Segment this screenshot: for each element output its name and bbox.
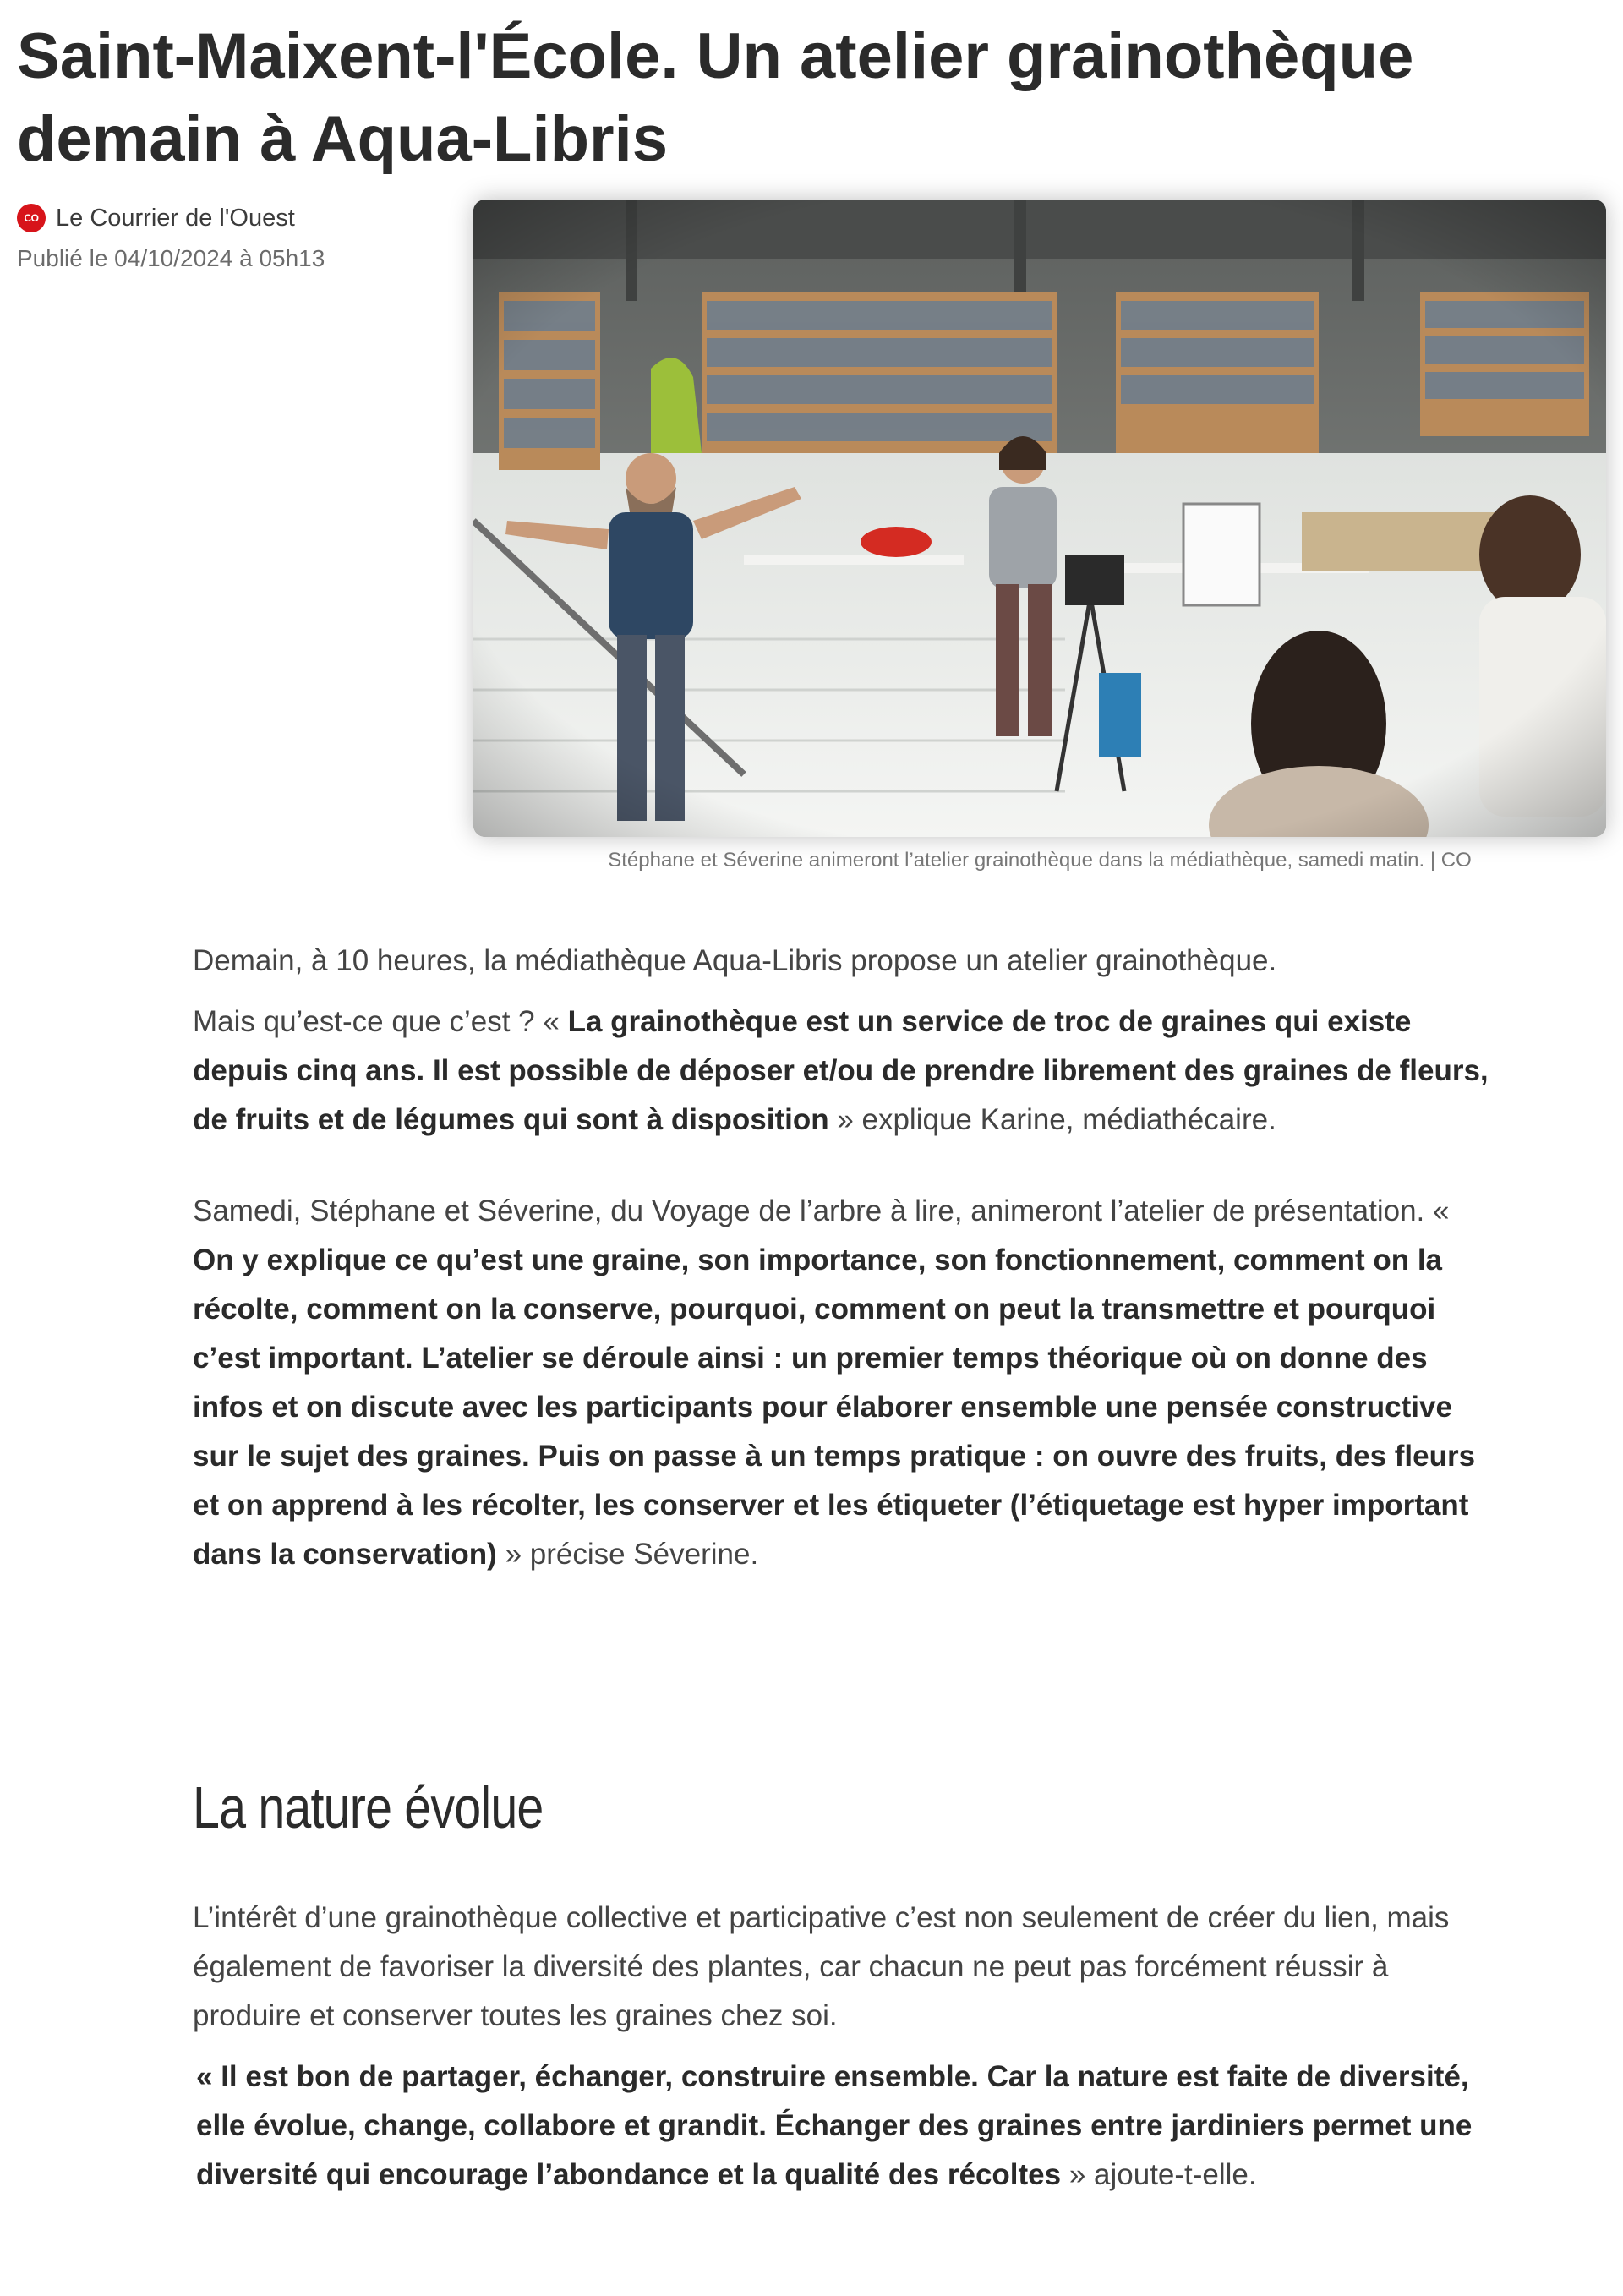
paragraph-definition — [193, 998, 1495, 1145]
article-body-section — [193, 1894, 1495, 2200]
quote-severine: On y explique ce qu’est une graine, son importance, son fonctionnement, comment on la récolte, comment on la conserve, pourquoi, comment on peut la transmettre et pourquoi c’est important. L’atelier se déroule ainsi : un premier temps théorique où on donne des infos et on discute avec les participants pour élaborer ensemble une pensée constructive sur le sujet des graines. Puis on passe à un temps pratique : on ouvre des fruits, des fleurs et on apprend à les récolter, les conserver et les étiqueter (l’étiquetage est hyper important dans la conservation) — [193, 1244, 1476, 1571]
paragraph-definition-tail: » explique Karine, médiathécaire. — [837, 1103, 1276, 1136]
paragraph-intro: Demain, à 10 heures, la médiathèque Aqua-Libris propose un atelier grainothèque. — [193, 944, 1277, 977]
quote-closing: Il est bon de partager, échanger, construire ensemble. Car la nature est faite de diversité, elle évolue, change, collabore et grandit. Échanger des graines entre jardiniers permet une diversité qui encourage l’abondance et la qualité des récoltes — [196, 2060, 1473, 2191]
paragraph-closing-tail: » ajoute-t-elle. — [1068, 2158, 1257, 2191]
paragraph-interest: L’intérêt d’une grainothèque collective et participative c’est non seulement de créer du lien, mais également de favoriser la diversité des plantes, car chacun ne peut pas forcément réussir à produire et conserver toutes les graines chez soi. — [193, 1901, 1450, 2032]
article-meta — [17, 200, 456, 272]
quote-open-mark: « — [196, 2060, 221, 2093]
quote-karine: La grainothèque est un service de troc de graines qui existe depuis cinq ans. Il est possible de déposer et/ou de prendre librement des graines de fleurs, de fruits et de légumes qui sont à disposition — [193, 1005, 1489, 1136]
article-title: Saint-Maixent-l'École. Un atelier grainothèque demain à Aqua-Libris — [17, 20, 1414, 175]
paragraph-workshop — [193, 1187, 1495, 1579]
article-photo[interactable] — [473, 200, 1606, 837]
paragraph-closing-quote — [193, 2053, 1495, 2200]
paragraph-workshop-lead: Samedi, Stéphane et Séverine, du Voyage de l’arbre à lire, animeront l’atelier de présentation. « — [193, 1194, 1450, 1227]
source-logo-icon: CO — [17, 204, 46, 232]
paragraph-workshop-tail: » précise Séverine. — [505, 1538, 759, 1571]
article-body — [193, 937, 1495, 1579]
photo-caption: Stéphane et Séverine animeront l’atelier grainothèque dans la médiathèque, samedi matin. | CO — [608, 849, 1472, 872]
library-workshop-image — [473, 200, 1606, 837]
publication-date: Publié le 04/10/2024 à 05h13 — [17, 245, 325, 271]
paragraph-definition-lead: Mais qu’est-ce que c’est ? « — [193, 1005, 568, 1038]
source-name[interactable]: Le Courrier de l'Ouest — [56, 204, 295, 232]
section-heading: La nature évolue — [193, 1774, 544, 1840]
source-row[interactable] — [17, 200, 456, 237]
